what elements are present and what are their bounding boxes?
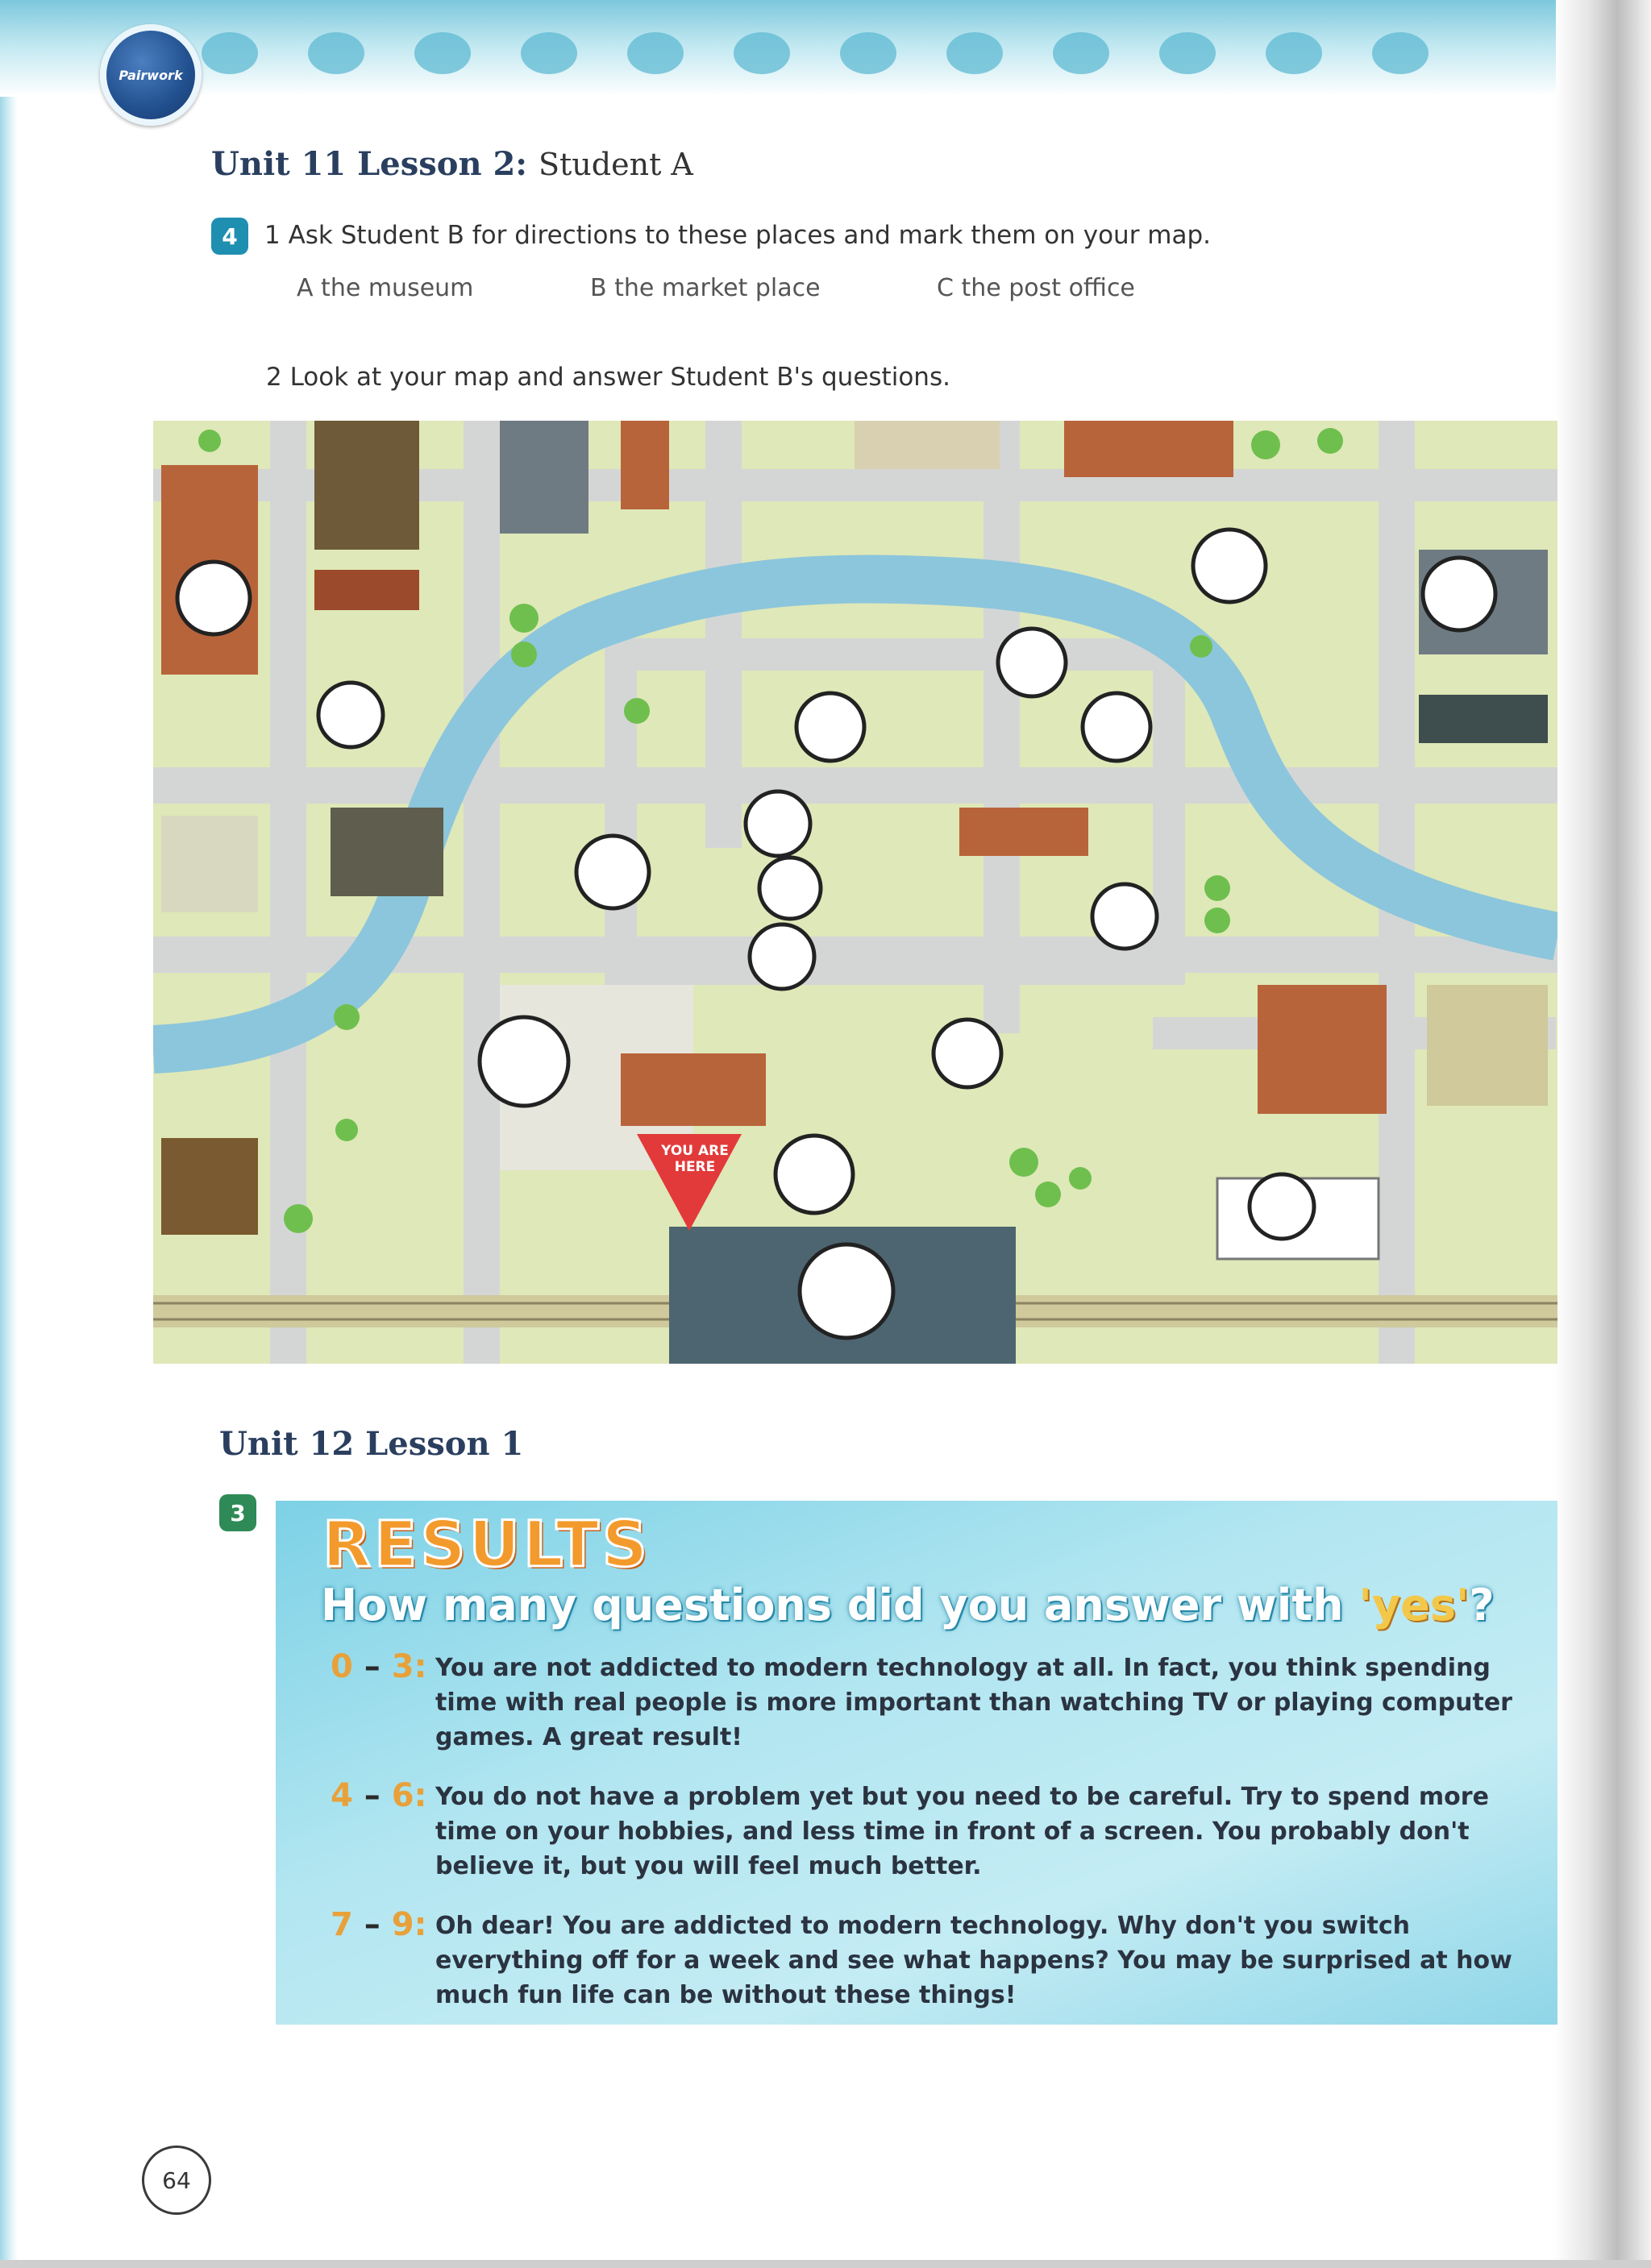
news-icon [776,1136,853,1213]
cutlery-icon [759,858,821,919]
score-range-1: 0 – 3: [331,1648,427,1685]
band-dots [202,32,1556,81]
cafe-cup-icon [1083,693,1150,761]
library-icon [750,924,814,989]
option-c: C the post office [937,274,1135,302]
football-icon [480,1017,568,1106]
castle-icon [576,836,649,908]
hotel-icon [177,562,250,634]
unit11-title-bold: Unit 11 Lesson 2: [211,145,528,183]
score-range-3: 7 – 9: [331,1906,427,1943]
pairwork-label: Pairwork [119,67,183,83]
option-a: A the museum [297,274,474,302]
results-title: RESULTS [322,1509,651,1581]
reading-icon [1193,530,1266,602]
top-decorative-band [0,0,1556,97]
instruction-2: 2 Look at your map and answer Student B's questions. [266,363,950,392]
score-text-1: You are not addicted to modern technology at all. In fact, you think spending time with real people is more important than watching TV or playing computer games. A great result! [435,1654,1512,1751]
page-right-edge [1554,0,1651,2268]
hospital-icon [318,683,383,747]
unit11-heading [211,145,693,183]
restaurant-icon [746,791,810,856]
score-text-2: You do not have a problem yet but you need to be careful. Try to spend more time on your hobbies, and less time in front of a screen. You probably don't believe it, but you will feel much better. [435,1783,1489,1880]
unit12-heading: Unit 12 Lesson 1 [219,1425,524,1463]
exercise-3-badge: 3 [219,1494,256,1531]
pairwork-badge [100,24,202,126]
theatre-icon [934,1020,1001,1087]
results-question-suffix: ? [1469,1580,1495,1630]
results-question-yes: 'yes' [1358,1580,1470,1630]
you-are-here-label: YOU ARE HERE [661,1143,729,1175]
page-number: 64 [142,2145,211,2215]
score-range-2: 4 – 6: [331,1777,427,1814]
results-question [321,1580,1495,1630]
church-icon [796,693,864,761]
exercise-4-badge: 4 [211,218,248,255]
train-icon [800,1244,893,1338]
unit11-title-normal: Student A [539,147,693,182]
score-text-3: Oh dear! You are addicted to modern technology. Why don't you switch everything off for a week and see what happens? You may be surprised at how much fun life can be without these things! [435,1912,1512,2009]
skateboard-icon [1250,1174,1314,1239]
cafe-icon [998,629,1066,696]
results-question-prefix: How many questions did you answer with [321,1580,1359,1630]
instruction-1: 1 Ask Student B for directions to these places and mark them on your map. [264,221,1212,250]
music-icon [1092,884,1157,949]
town-map [153,421,1557,1364]
cinema-icon [1423,558,1495,630]
option-b: B the market place [590,274,821,302]
page-bottom-edge [0,2260,1651,2268]
page-left-edge [0,0,18,2268]
